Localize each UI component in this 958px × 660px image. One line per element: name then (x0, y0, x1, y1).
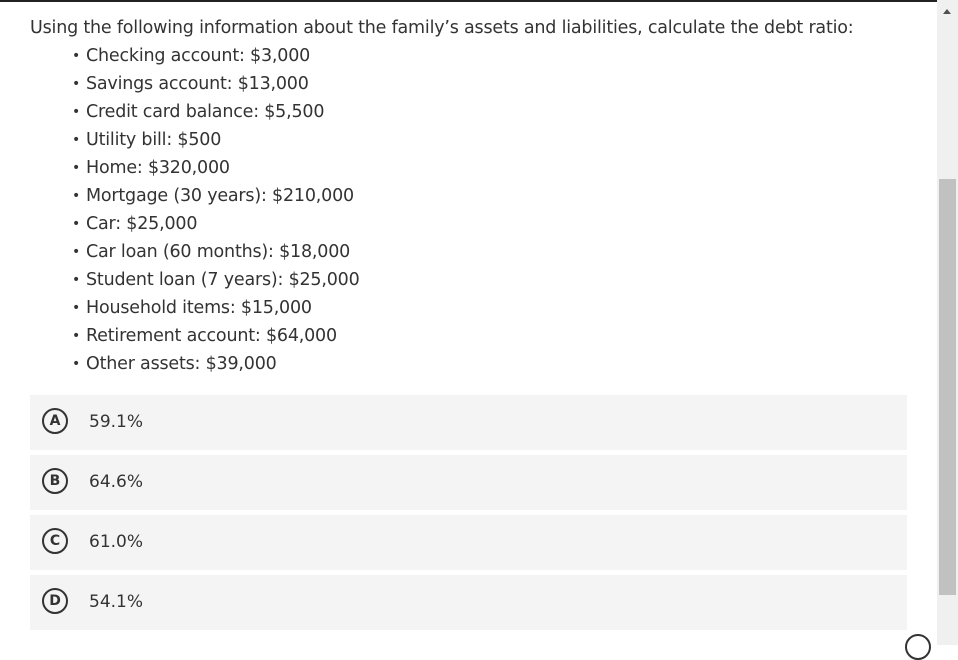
list-item (72, 154, 360, 182)
list-item-text: Student loan (7 years): $25,000 (86, 270, 360, 290)
bullet-icon: • (72, 300, 81, 316)
answer-option-c[interactable] (30, 515, 907, 570)
list-item-text: Household items: $15,000 (86, 298, 312, 318)
bullet-icon: • (72, 48, 81, 64)
list-item-text: Savings account: $13,000 (86, 74, 309, 94)
option-letter-badge: A (42, 408, 68, 434)
bullet-icon: • (72, 160, 81, 176)
option-text: 61.0% (89, 532, 144, 552)
list-item (72, 294, 360, 322)
list-item-text: Other assets: $39,000 (86, 354, 277, 374)
list-item (72, 70, 360, 98)
list-item (72, 210, 360, 238)
bullet-icon: • (72, 76, 81, 92)
list-item-text: Car: $25,000 (86, 214, 198, 234)
scrollbar-thumb[interactable] (939, 179, 956, 595)
bullet-icon: • (72, 216, 81, 232)
list-item-text: Car loan (60 months): $18,000 (86, 242, 351, 262)
option-text: 59.1% (89, 412, 144, 432)
bullet-icon: • (72, 272, 81, 288)
bullet-icon: • (72, 328, 81, 344)
list-item (72, 350, 360, 378)
option-letter-badge: D (42, 588, 68, 614)
list-item-text: Checking account: $3,000 (86, 46, 311, 66)
scroll-up-arrow-icon[interactable] (943, 9, 951, 14)
list-item-text: Home: $320,000 (86, 158, 230, 178)
list-item-text: Retirement account: $64,000 (86, 326, 337, 346)
list-item (72, 266, 360, 294)
list-item-text: Utility bill: $500 (86, 130, 222, 150)
list-item (72, 322, 360, 350)
list-item (72, 98, 360, 126)
question-prompt: Using the following information about the family’s assets and liabilities, calculate the debt ratio: (30, 18, 854, 38)
option-text: 64.6% (89, 472, 144, 492)
help-circle-icon[interactable] (905, 634, 931, 660)
answer-option-d[interactable] (30, 575, 907, 630)
vertical-scrollbar[interactable] (937, 0, 958, 645)
bullet-icon: • (72, 104, 81, 120)
list-item (72, 126, 360, 154)
answer-option-b[interactable] (30, 455, 907, 510)
list-item-text: Credit card balance: $5,500 (86, 102, 325, 122)
option-letter-badge: B (42, 468, 68, 494)
bullet-icon: • (72, 244, 81, 260)
option-letter-badge: C (42, 528, 68, 554)
asset-liability-list (72, 42, 360, 378)
list-item (72, 42, 360, 70)
bullet-icon: • (72, 356, 81, 372)
bullet-icon: • (72, 188, 81, 204)
option-text: 54.1% (89, 592, 144, 612)
list-item (72, 238, 360, 266)
bullet-icon: • (72, 132, 81, 148)
list-item (72, 182, 360, 210)
list-item-text: Mortgage (30 years): $210,000 (86, 186, 354, 206)
answer-option-a[interactable] (30, 395, 907, 450)
